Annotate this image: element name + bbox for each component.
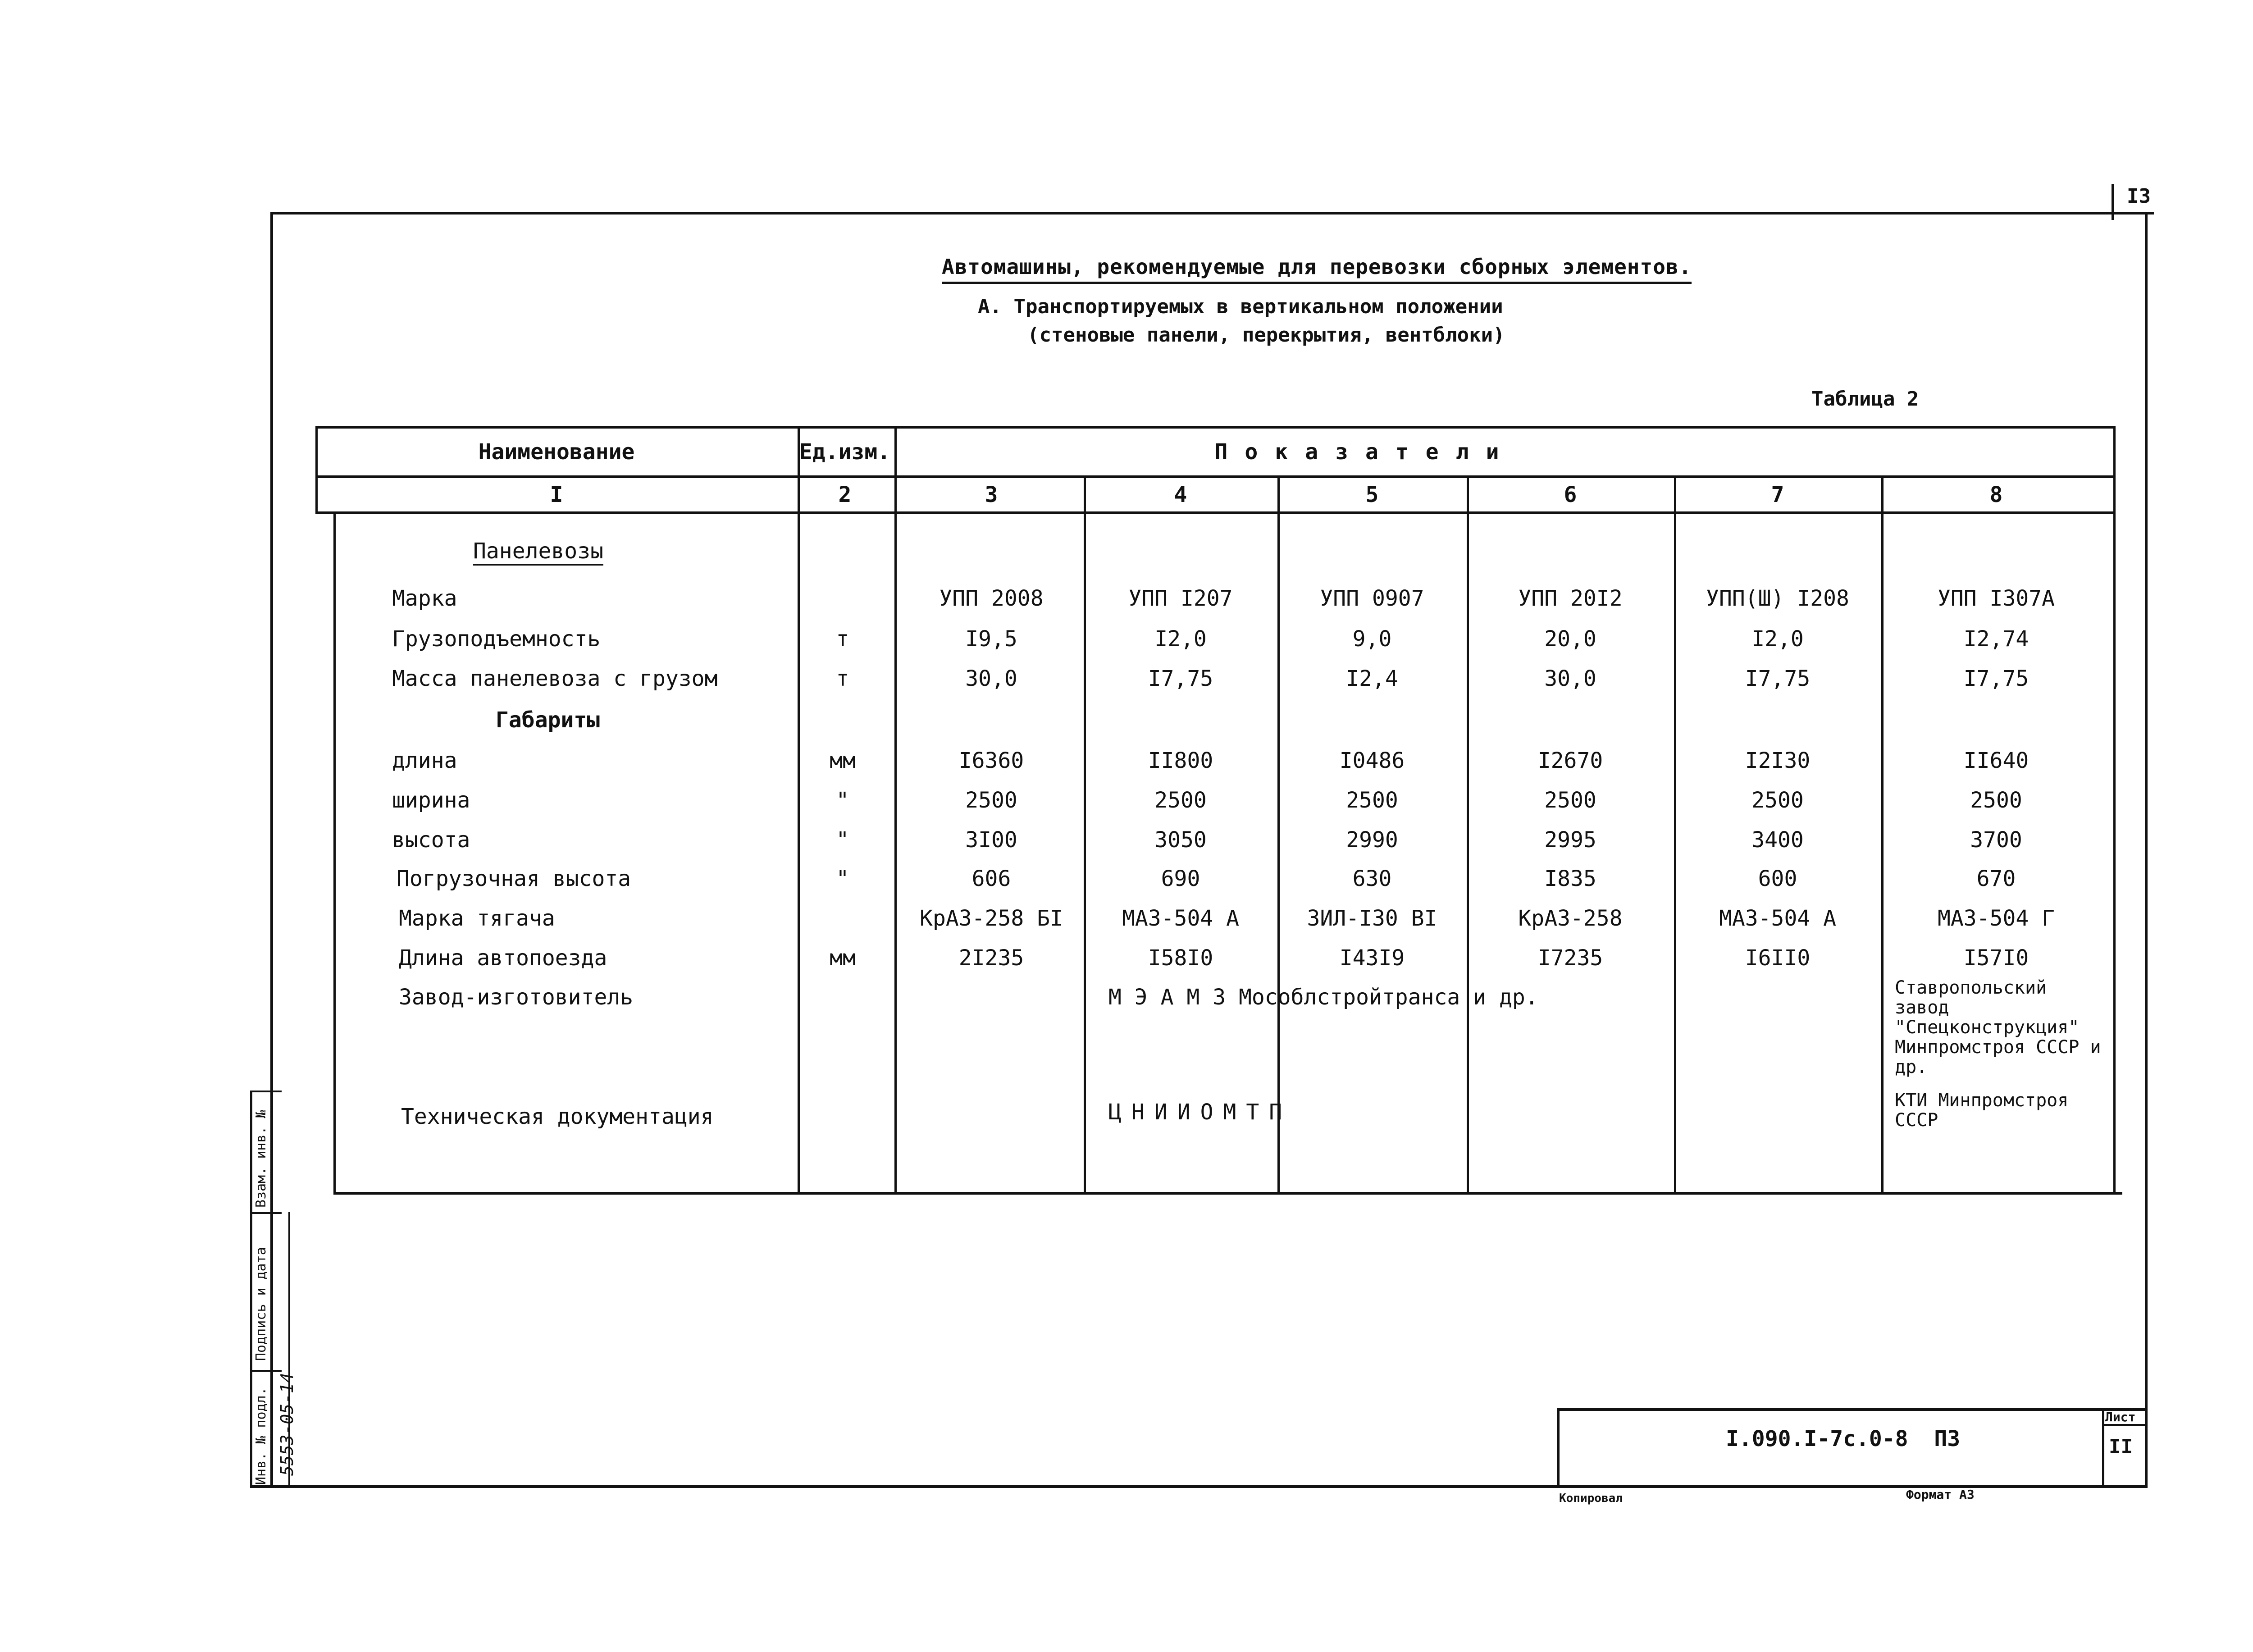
table-cell: 2500 <box>1970 788 2022 813</box>
row-unit: " <box>836 788 849 813</box>
table-cell: МАЗ-504 Г <box>1937 906 2055 931</box>
col-number-7: 7 <box>1771 482 1784 507</box>
subtitle-line-1: А. Транспортируемых в вертикальном положении <box>978 295 1503 318</box>
table-cell: МАЗ-504 А <box>1122 906 1240 931</box>
table-cell: I6360 <box>958 748 1024 773</box>
row-name: Марка тягача <box>399 906 555 931</box>
table-cell: УПП(Ш) I208 <box>1706 586 1849 611</box>
row-name: Длина автопоезда <box>399 945 607 971</box>
docs-label: Техническая документация <box>401 1104 714 1129</box>
table-cell: I7,75 <box>1963 666 2029 691</box>
table-cell: I6II0 <box>1745 945 1811 971</box>
sheet-number: II <box>2109 1435 2133 1458</box>
row-unit: " <box>836 827 849 853</box>
table-cell: II800 <box>1148 748 1213 773</box>
row-unit: " <box>836 866 849 891</box>
sheet-label: Лист <box>2105 1410 2136 1424</box>
row-unit: мм <box>830 945 856 971</box>
table-cell: I2,4 <box>1346 666 1398 691</box>
col-number-4: 4 <box>1174 482 1187 507</box>
row-unit: мм <box>830 748 856 773</box>
table-cell: 20,0 <box>1544 626 1596 652</box>
table-cell: УПП 2008 <box>939 586 1044 611</box>
col-number-5: 5 <box>1365 482 1379 507</box>
table-cell: КрАЗ-258 <box>1518 906 1623 931</box>
table-cell: 2500 <box>1346 788 1398 813</box>
page-number: I3 <box>2127 185 2151 208</box>
table-cell: I7,75 <box>1745 666 1811 691</box>
sign-date-label: Подпись и дата <box>253 1247 269 1361</box>
table-cell: УПП I307А <box>1937 586 2055 611</box>
header-indicators: Показатели <box>1214 439 1516 465</box>
table-cell: I835 <box>1544 866 1596 891</box>
table-cell: МАЗ-504 А <box>1719 906 1837 931</box>
format-label: Формат А3 <box>1906 1487 1975 1502</box>
table-cell: II640 <box>1963 748 2029 773</box>
table-cell: 3I00 <box>965 827 1017 853</box>
docs-col8: КТИ Минпромстроя СССР <box>1895 1090 2069 1131</box>
table-cell: 9,0 <box>1352 626 1392 652</box>
table-cell: 690 <box>1161 866 1200 891</box>
row-name: Габариты <box>496 707 600 733</box>
docs-main: ЦНИИОМТП <box>1108 1100 1292 1125</box>
col-number-8: 8 <box>1989 482 2003 507</box>
row-name: Марка <box>392 586 457 611</box>
header-unit: Ед.изм. <box>799 439 891 465</box>
table-cell: I7,75 <box>1148 666 1213 691</box>
table-cell: I2,0 <box>1751 626 1804 652</box>
inv-label: Инв. № подл. <box>253 1387 269 1485</box>
row-unit: т <box>836 626 849 652</box>
row-unit: т <box>836 666 849 691</box>
table-cell: 30,0 <box>1544 666 1596 691</box>
copied-label: Копировал <box>1559 1492 1623 1505</box>
table-cell: ЗИЛ-I30 ВI <box>1307 906 1437 931</box>
row-name: Грузоподъемность <box>392 626 601 652</box>
col-number-2: 2 <box>838 482 852 507</box>
row-name: длина <box>392 748 457 773</box>
header-name: Наименование <box>478 439 635 465</box>
table-cell: 2990 <box>1346 827 1398 853</box>
table-cell: УПП I207 <box>1128 586 1233 611</box>
table-cell: 2500 <box>1544 788 1596 813</box>
table-cell: I0486 <box>1339 748 1405 773</box>
table-cell: I2,0 <box>1154 626 1207 652</box>
table-cell: УПП 20I2 <box>1518 586 1623 611</box>
table-cell: 2500 <box>1154 788 1207 813</box>
row-name: Погрузочная высота <box>397 866 631 891</box>
col-number-1: I <box>550 482 563 507</box>
table-cell: 2995 <box>1544 827 1596 853</box>
table-cell: 30,0 <box>965 666 1017 691</box>
table-cell: 600 <box>1758 866 1797 891</box>
table-cell: I2,74 <box>1963 626 2029 652</box>
table-cell: 606 <box>971 866 1011 891</box>
table-cell: I57I0 <box>1963 945 2029 971</box>
row-name: Масса панелевоза с грузом <box>392 666 718 691</box>
col-number-3: 3 <box>985 482 998 507</box>
replace-inv-label: Взам. инв. № <box>253 1110 269 1208</box>
col-number-6: 6 <box>1564 482 1577 507</box>
table-cell: I43I9 <box>1339 945 1405 971</box>
inv-value: 5553-05-14 <box>277 1373 297 1476</box>
document-title: Автомашины, рекомендуемые для перевозки сборных элементов. <box>942 255 1692 284</box>
table-cell: 3400 <box>1751 827 1804 853</box>
group-title: Панелевозы <box>473 538 603 566</box>
document-code: I.090.I-7с.0-8 ПЗ <box>1726 1426 1961 1451</box>
table-label: Таблица 2 <box>1811 388 1919 411</box>
table-cell: УПП 0907 <box>1320 586 1424 611</box>
table-cell: I9,5 <box>965 626 1017 652</box>
table-cell: I58I0 <box>1148 945 1213 971</box>
table-cell: 630 <box>1352 866 1392 891</box>
table-cell: 2500 <box>965 788 1017 813</box>
manufacturer-col8: Ставропольский завод "Спецконструкция" Минпромстроя СССР и др. <box>1895 977 2101 1077</box>
table-cell: 3700 <box>1970 827 2022 853</box>
row-name: ширина <box>392 788 470 813</box>
table-cell: 2500 <box>1751 788 1804 813</box>
table-cell: I2I30 <box>1745 748 1811 773</box>
table-cell: I7235 <box>1537 945 1603 971</box>
table-cell: 2I235 <box>958 945 1024 971</box>
manufacturer-label: Завод-изготовитель <box>399 985 634 1010</box>
table-cell: 670 <box>1976 866 2016 891</box>
subtitle-line-2: (стеновые панели, перекрытия, вентблоки) <box>1027 324 1505 347</box>
table-cell: КрАЗ-258 БI <box>920 906 1063 931</box>
row-name: высота <box>392 827 470 853</box>
table-cell: 3050 <box>1154 827 1207 853</box>
table-cell: I2670 <box>1537 748 1603 773</box>
manufacturer-main: М Э А М З Мособлстройтранса и др. <box>1108 985 1538 1010</box>
